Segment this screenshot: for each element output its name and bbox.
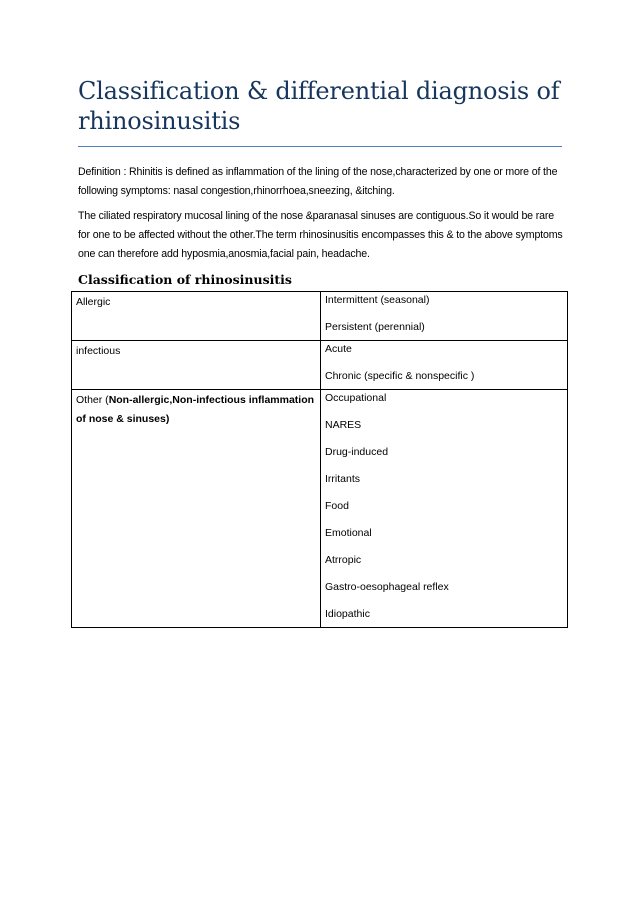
type-item: Emotional (325, 527, 372, 539)
type-item: Drug-induced (325, 446, 389, 458)
category-label: Allergic (76, 296, 111, 308)
table-cell-types (321, 390, 568, 628)
type-item: NARES (325, 419, 362, 431)
table-cell-types (321, 292, 568, 341)
type-item: Food (325, 500, 349, 512)
mucosa-paragraph: The ciliated respiratory mucosal lining of the nose &paranasal sinuses are contiguous.So it would be rare for one to be affected without the other.The term rhinosinusitis encompasses this & to the above symptoms one can therefore add hyposmia,anosmia,facial pain, headache. (78, 210, 563, 260)
table-row (72, 292, 568, 341)
type-item: Gastro-oesophageal reflex (325, 581, 449, 593)
section-heading: Classification of rhinosinusitis (78, 272, 292, 287)
category-bold-text: Non-allergic,Non-infectious inflammation of nose & sinuses) (76, 394, 315, 425)
classification-table (71, 291, 568, 628)
type-item: Occupational (325, 392, 387, 404)
table-cell-category (72, 390, 321, 628)
category-label: infectious (76, 345, 121, 357)
table-row (72, 341, 568, 390)
type-item: Idiopathic (325, 608, 370, 620)
type-item: Persistent (perennial) (325, 321, 425, 333)
type-item: Intermittent (seasonal) (325, 294, 430, 306)
type-item: Acute (325, 343, 352, 355)
table-cell-category (72, 292, 321, 341)
table-cell-types (321, 341, 568, 390)
type-item: Atrropic (325, 554, 362, 566)
page-title: Classification & differential diagnosis of rhinosinusitis (78, 77, 560, 135)
definition-paragraph: Definition : Rhinitis is defined as inflammation of the lining of the nose,characterized by one or more of the following symptoms: nasal congestion,rhinorrhoea,sneezing, &itching. (78, 166, 558, 197)
table-row (72, 390, 568, 628)
type-item: Irritants (325, 473, 361, 485)
table-cell-category (72, 341, 321, 390)
title-underline-divider (78, 146, 562, 147)
category-prefix: Other ( (76, 394, 109, 406)
category-label (76, 390, 316, 429)
type-item: Chronic (specific & nonspecific ) (325, 370, 475, 382)
